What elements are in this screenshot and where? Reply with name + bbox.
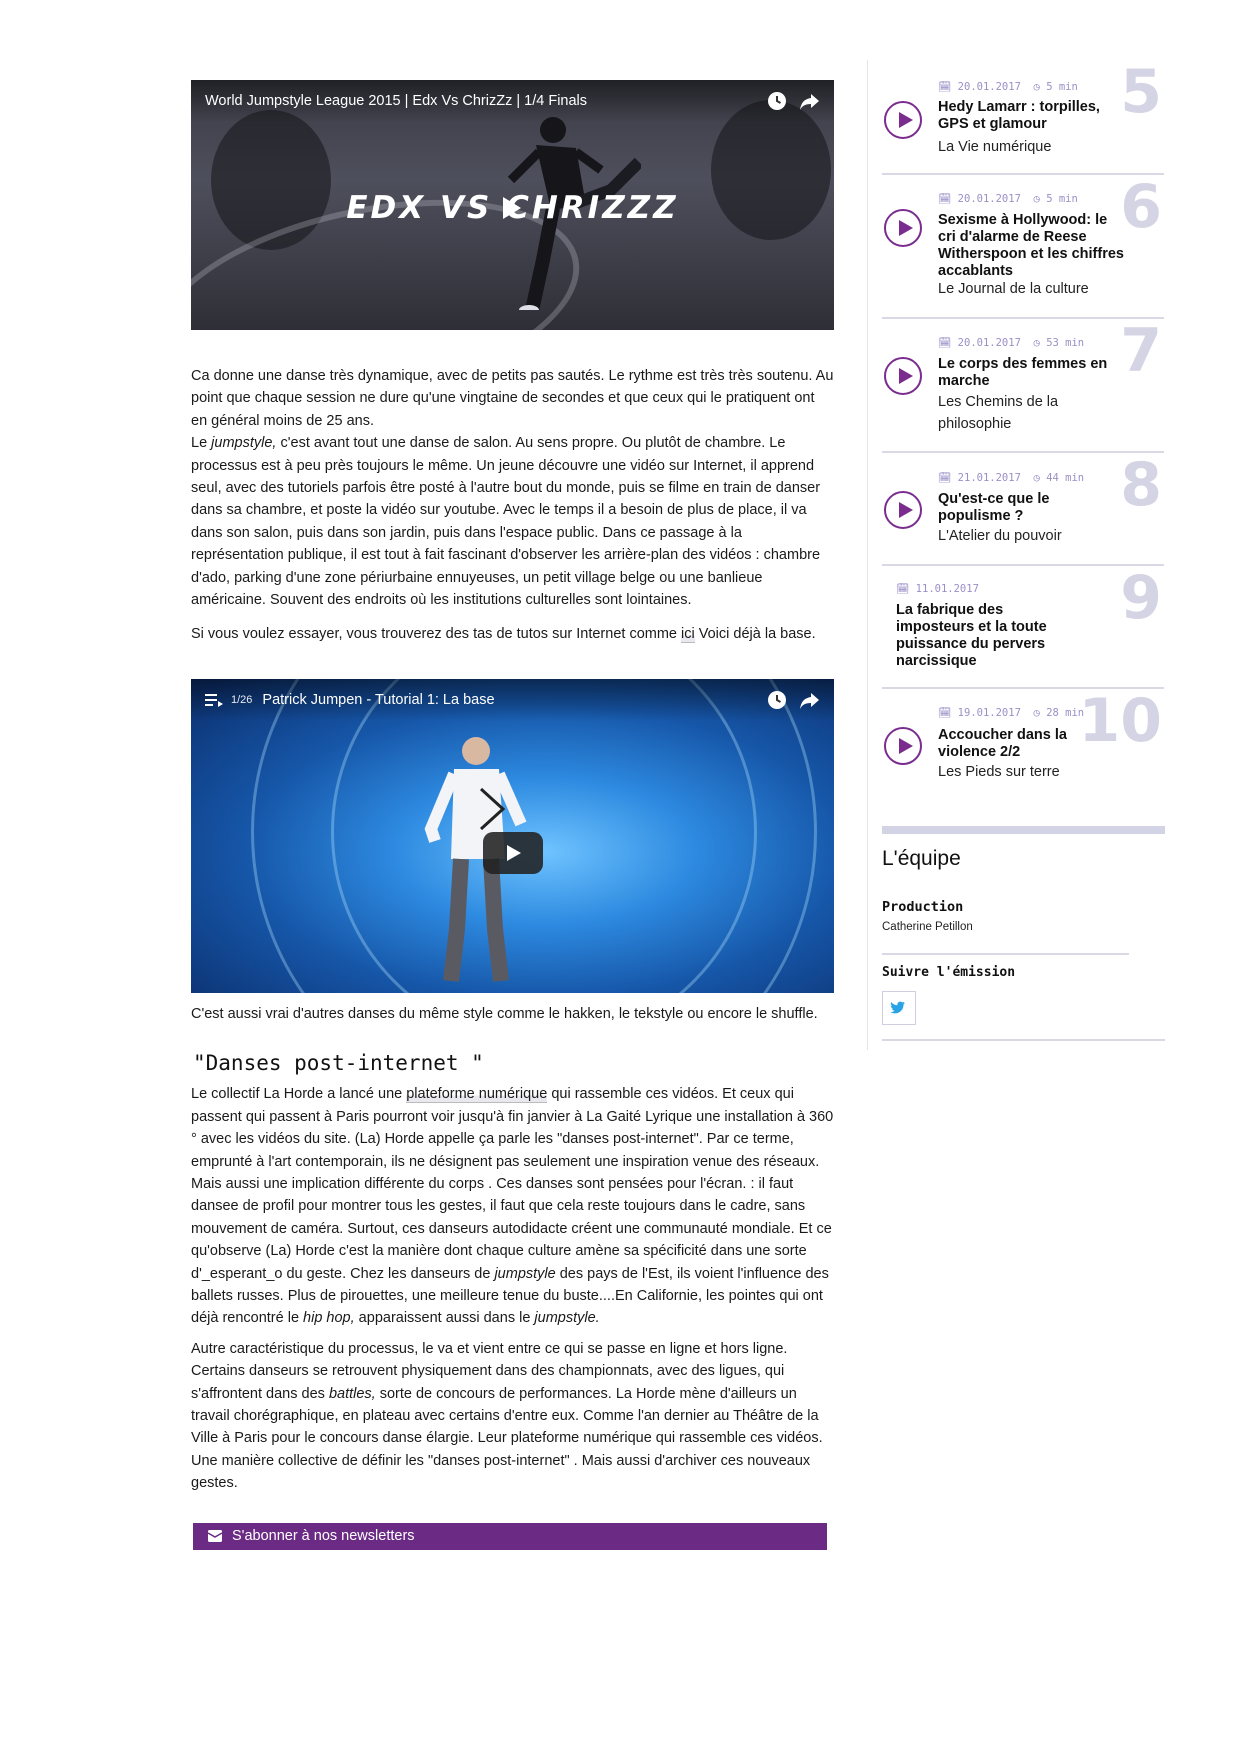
production-label: Production — [882, 899, 964, 915]
popular-podcasts-list — [882, 57, 1164, 829]
podcast-title[interactable]: Sexisme à Hollywood: le cri d'alarme de Reese Witherspoon et les chiffres accablants — [938, 212, 1124, 279]
playlist-counter: 1/26 — [231, 693, 253, 706]
newsletter-label: S'abonner à nos newsletters — [232, 1528, 415, 1545]
clock-icon: ◷ — [1033, 707, 1040, 719]
calendar-icon: 🗓 — [896, 583, 910, 595]
clock-icon: ◷ — [1033, 81, 1040, 93]
rank-number: 5 — [1120, 57, 1162, 127]
video-player-edx-vs-chrizzz[interactable] — [191, 80, 834, 330]
watch-later-icon[interactable] — [766, 90, 788, 112]
play-button[interactable] — [483, 832, 543, 874]
podcast-item-5[interactable] — [882, 57, 1164, 175]
divider — [882, 1039, 1165, 1041]
paragraph-6: Autre caractéristique du processus, le va et vient entre ce qui se passe en ligne et hors ligne. Certains danseurs se retrouvent physiquement dans des championnats, avec des ligues, qui s'affrontent dans des battles, sorte de concours de performances. La Horde mène d'ailleurs un travail chorégraphique, en plateau avec certains d'entre eux. Comme l'an dernier au Théâtre de la Ville à Paris pour le concours danse élargie. Leur plateforme numérique qui rassemble ces vidéos. Une manière collective de définir les "danses post-internet" . Mais aussi d'archiver ces nouveaux gestes. — [191, 1340, 823, 1492]
share-icon[interactable] — [798, 689, 820, 711]
podcast-title[interactable]: Hedy Lamarr : torpilles, GPS et glamour — [938, 99, 1100, 132]
podcast-show[interactable]: Le Journal de la culture — [938, 281, 1089, 297]
team-section-bar — [882, 826, 1165, 834]
tutorial-link[interactable]: ici — [681, 626, 695, 643]
podcast-meta: 🗓 20.01.2017 ◷ 53 min — [938, 337, 1085, 349]
podcast-meta: 🗓 11.01.2017 — [896, 583, 979, 595]
envelope-icon — [207, 1529, 223, 1543]
podcast-show[interactable]: Les Pieds sur terre — [938, 764, 1060, 780]
calendar-icon: 🗓 — [938, 472, 952, 484]
play-podcast-button[interactable] — [884, 209, 922, 247]
section-heading: "Danses post-internet " — [193, 1051, 484, 1076]
paragraph-2: Le jumpstyle, c'est avant tout une danse de salon. Au sens propre. Ou plutôt de chambre. Le processus est à peu près toujours le même. Un jeune découvre une vidéo sur Internet, il apprend seul, avec des tutoriels parfois être posté à l'autre bout du monde, puis se filme en train de danser dans sa chambre, et poste la vidéo sur youtube. Avec le temps il a besoin de plus de place, il va dans son salon, puis dans son jardin, puis dans l'espace public. Dans ce passage à la représentation publique, il est tout à fait fascinant d'observer les arrière-plan des vidéos : chambre d'ado, parking d'une zone périurbaine ennuyeuses, un petit village belge ou une banlieue américaine. Souvent des endroits où les institutions culturelles sont lointaines. — [191, 435, 821, 609]
rank-number: 7 — [1120, 316, 1162, 386]
video-title[interactable]: World Jumpstyle League 2015 | Edx Vs ChrizZz | 1/4 Finals — [205, 93, 588, 109]
video-overlay-title: EDX VS CHRIZZZ — [346, 190, 679, 226]
podcast-meta: 🗓 21.01.2017 ◷ 44 min — [938, 472, 1085, 484]
play-podcast-button[interactable] — [884, 101, 922, 139]
clock-icon: ◷ — [1033, 193, 1040, 205]
podcast-title[interactable]: Qu'est-ce que le populisme ? — [938, 491, 1050, 524]
column-divider — [867, 60, 868, 1050]
podcast-title[interactable]: Accoucher dans la violence 2/2 — [938, 727, 1067, 760]
calendar-icon: 🗓 — [938, 337, 952, 349]
calendar-icon: 🗓 — [938, 707, 952, 719]
video-title-bar — [191, 80, 834, 122]
calendar-icon: 🗓 — [938, 193, 952, 205]
team-title: L'équipe — [882, 847, 961, 870]
play-podcast-button[interactable] — [884, 491, 922, 529]
podcast-meta: 🗓 20.01.2017 ◷ 5 min — [938, 81, 1078, 93]
podcast-title[interactable]: La fabrique des imposteurs et la toute puissance du pervers narcissique — [896, 602, 1047, 669]
podcast-item-6[interactable] — [882, 172, 1164, 319]
podcast-show[interactable]: L'Atelier du pouvoir — [938, 528, 1062, 544]
rank-number: 6 — [1120, 172, 1162, 242]
video-player-tutorial[interactable] — [191, 679, 834, 993]
twitter-button[interactable] — [882, 991, 916, 1025]
podcast-item-9[interactable] — [882, 563, 1164, 689]
rank-number: 9 — [1120, 563, 1162, 633]
article-column — [191, 80, 834, 1550]
podcast-meta: 🗓 20.01.2017 ◷ 5 min — [938, 193, 1078, 205]
clock-icon: ◷ — [1033, 337, 1040, 349]
watch-later-icon[interactable] — [766, 689, 788, 711]
production-name[interactable]: Catherine Petillon — [882, 921, 973, 933]
paragraph-3: Si vous voulez essayer, vous trouverez des tas de tutos sur Internet comme ici Voici déjà la base. — [191, 626, 816, 643]
calendar-icon: 🗓 — [938, 81, 952, 93]
newsletter-subscribe-button[interactable] — [193, 1523, 827, 1550]
video-title-bar — [191, 679, 834, 721]
podcast-show[interactable]: La Vie numérique — [938, 139, 1052, 155]
paragraph-4: C'est aussi vrai d'autres danses du même style comme le hakken, le tekstyle ou encore le shuffle. — [191, 1005, 818, 1022]
rank-number: 10 — [1078, 686, 1162, 756]
divider — [882, 953, 1129, 955]
follow-label: Suivre l'émission — [882, 965, 1016, 980]
playlist-icon[interactable] — [205, 693, 223, 707]
share-icon[interactable] — [798, 90, 820, 112]
paragraph-5: Le collectif La Horde a lancé une plateforme numérique qui rassemble ces vidéos. Et ceux qui passent qui passent à Paris pourront voir jusqu'à fin janvier à La Gaité Lyrique une installation à 360 ° avec les vidéos du site. (La) Horde appelle ça parle les "danses post-internet". Par ce terme, emprunté à l'art contemporain, ils ne désignent pas seulement une inspiration venue des réseaux. Mais aussi une implication différente du corps . Ces danses sont pensées pour l'écran. : il faut dansee de profil pour montrer tous les gestes, il faut que cela reste toujours dans le cadre, sans mouvement de caméra. Surtout, ces danseurs autodidacte créent une communauté mondiale. Et ce qu'observe (La) Horde c'est la manière dont chaque culture amène sa spécificité dans une sorte d'_esperant_o du geste. Chez les danseurs de jumpstyle des pays de l'Est, ils voient l'influence des ballets russes. Plus de pirouettes, une meilleure tenue du buste....En Californie, les pointes qui ont déjà rencontré le hip hop, apparaissent aussi dans le jumpstyle. — [191, 1086, 834, 1327]
podcast-show[interactable]: Les Chemins de la philosophie — [938, 394, 1059, 432]
play-podcast-button[interactable] — [884, 357, 922, 395]
play-icon[interactable] — [503, 197, 521, 219]
podcast-title[interactable]: Le corps des femmes en marche — [938, 356, 1108, 389]
clock-icon: ◷ — [1033, 472, 1040, 484]
play-podcast-button[interactable] — [884, 727, 922, 765]
twitter-icon — [883, 992, 914, 1023]
rank-number: 8 — [1120, 450, 1162, 520]
podcast-item-8[interactable] — [882, 450, 1164, 566]
podcast-item-7[interactable] — [882, 316, 1164, 453]
podcast-item-10[interactable] — [882, 686, 1164, 829]
paragraph-1: Ca donne une danse très dynamique, avec de petits pas sautés. Le rythme est très très soutenu. Au point que chaque session ne dure qu'une vingtaine de secondes et que ceux qui le pratiquent ont en général moins de 25 ans. — [191, 368, 834, 429]
video-title[interactable]: Patrick Jumpen - Tutorial 1: La base — [262, 691, 495, 708]
podcast-meta: 🗓 19.01.2017 ◷ 28 min — [938, 707, 1085, 719]
platform-link[interactable]: plateforme numérique — [406, 1086, 548, 1103]
